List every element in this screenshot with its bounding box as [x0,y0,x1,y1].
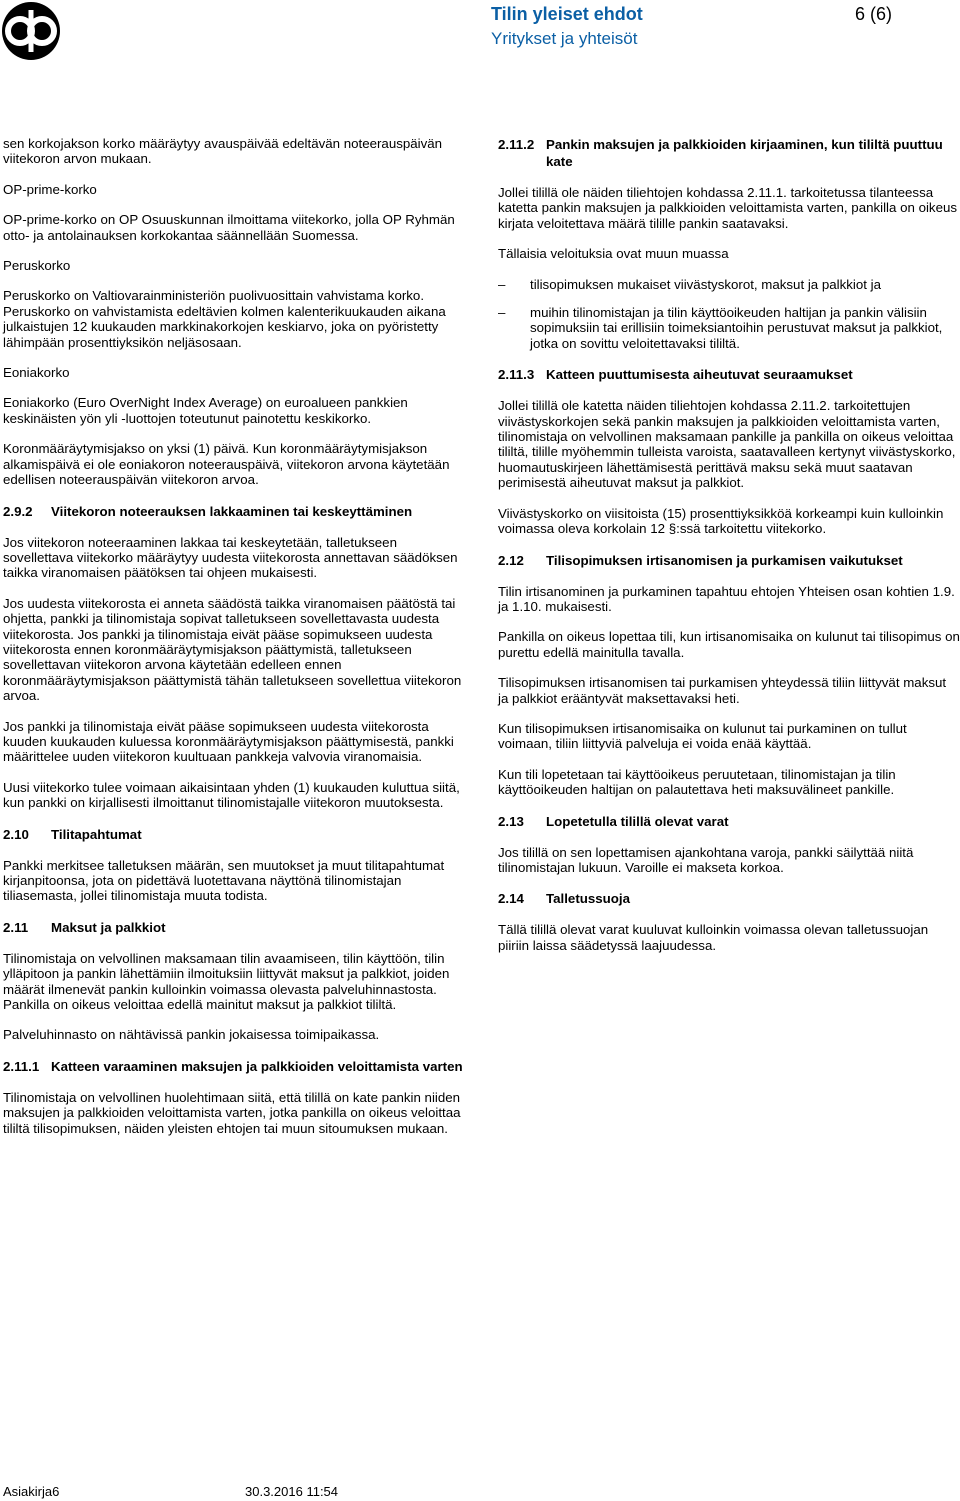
section-heading-2-10 [3,826,463,843]
paragraph: Tällaisia veloituksia ovat muun muassa [498,246,729,262]
section-heading-2-11-3 [498,366,960,383]
section-number: 2.12 [498,552,524,568]
paragraph: Pankki merkitsee talletuksen määrän, sen muutokset ja muut tilitapahtumat kirjanpitoonsa, jota on pidettävä luotettavana näyttönä tilinomistajan tiliasemasta, jollei tilinomistaja muuta todista. [3,857,445,904]
list-item [498,277,960,292]
paragraph: Uusi viitekorko tulee voimaan aikaisintaan yhden (1) kuukauden kuluttua siitä, kun pankki on kirjallisesti ilmoittanut tilinomistajalle viitekoron muutoksesta. [3,779,460,811]
paragraph: Jos tilillä on sen lopettamisen ajankohtana varoja, pankki säilyttää niitä tilinomistajan lukuun. Varoille ei makseta korkoa. [498,844,914,875]
page-number: 6 (6) [855,4,893,24]
section-heading-2-13 [498,813,960,830]
section-heading-eoniakorko: Eoniakorko [3,365,70,381]
paragraph: OP-prime-korko on OP Osuuskunnan ilmoittama viitekorko, jolla OP Ryhmän otto- ja antolainauksen korkokantaa säännellään Suomessa. [3,212,455,243]
paragraph: Koronmääräytymisjakso on yksi (1) päivä. Kun koronmääräytymisjakson alkamispäivä ei ole eoniakoron noteerauspäivä, viitekoron arvona käytetään edellisen noteerauspäivän viitekoron arvoa. [3,441,450,488]
dash-bullet-icon: – [498,276,506,292]
section-title: Viitekoron noteerauksen lakkaaminen tai keskeyttäminen [51,503,413,519]
section-title: Lopetetulla tilillä olevat varat [546,813,729,829]
footer-document-name: Asiakirja6 [3,1484,60,1499]
paragraph: Tilisopimuksen irtisanomisen tai purkamisen yhteydessä tiliin liittyvät maksut ja palkkiot erääntyvät maksettavaksi heti. [498,675,947,706]
bullet-list [498,277,960,352]
section-heading-2-9-2 [3,503,463,520]
paragraph: Eoniakorko (Euro OverNight Index Average) on euroalueen pankkien keskinäisten yön yli -luottojen toteutunut painotettu keskikorko. [3,395,408,426]
section-title: Katteen varaaminen maksujen ja palkkioiden veloittamista varten [51,1058,463,1074]
left-column [3,136,463,1151]
section-number: 2.14 [498,891,524,907]
section-heading-2-11-2 [498,136,960,170]
paragraph: Tilinomistaja on velvollinen huolehtimaan siitä, että tilillä on kate pankin niiden maksujen ja palkkioiden veloittamista varten, jotka pankilla on oikeus veloittaa tililtä tilisopimuksen, näiden yleisten ehtojen tai muun sitoumuksen mukaan. [3,1089,461,1136]
paragraph: Peruskorko on Valtiovarainministeriön puolivuosittain vahvistama korko. Peruskorko on vahvistamista edeltävien kolmen kalenterikuukauden aikana julkaistujen 12 kuukauden markkinakorkojen keskiarvo, joka on pyöristetty lähimpään prosenttiyksikön neljäsosaan. [3,288,446,350]
section-heading-2-12 [498,552,960,569]
section-number: 2.13 [498,813,524,829]
paragraph: Kun tili lopetetaan tai käyttöoikeus peruutetaan, tilinomistajan ja tilin käyttöoikeuden haltijan on palautettava heti maksuvälineet pankille. [498,766,896,798]
paragraph: Palveluhinnasto on nähtävissä pankin jokaisessa toimipaikassa. [3,1027,380,1043]
paragraph: Kun tilisopimuksen irtisanomisaika on kulunut tai purkaminen on tullut voimaan, tiliin liittyviä palveluja ei voida enää käyttää. [498,720,907,752]
paragraph: Jollei tilillä ole katetta näiden tiliehtojen kohdassa 2.11.2. tarkoitettujen viivästyskorkojen sekä pankin maksujen ja palkkioiden veloittamista varten, tilinomistaja on velvollinen maksamaan pankille ja pankilla on oikeus veloittaa tililtä, tilille myöhemmin tulleista varoista, saatavalleen kertynyt viivästyskorko, huomautuskirjeen lähettämisestä perittävä maksu sekä muut saatavan perimisestä aiheutuvat maksut ja palkkiot. [498,398,956,491]
section-title: Pankin maksujen ja palkkioiden kirjaaminen, kun tililtä puuttuu kate [546,137,943,169]
section-number: 2.10 [3,826,29,842]
section-heading-peruskorko: Peruskorko [3,258,71,274]
section-heading-2-14 [498,890,960,907]
paragraph: Pankilla on oikeus lopettaa tili, kun irtisanomisaika on kulunut tai tilisopimus on purettu edellä mainitulla tavalla. [498,629,960,660]
dash-bullet-icon: – [498,305,506,321]
list-item [498,305,960,351]
document-title: Tilin yleiset ehdot [491,4,643,24]
paragraph: Jollei tilillä ole näiden tiliehtojen kohdassa 2.11.1. tarkoitetussa tilanteessa katetta pankin maksujen ja palkkioiden veloittamista varten, pankilla on oikeus kirjata veloitettava määrä tilille pankin saatavaksi. [498,185,958,231]
paragraph: Jos viitekoron noteeraaminen lakkaa tai keskeytetään, talletukseen sovellettava viitekorko määräytyy uudesta viitekorosta annettavan säädöksen taikka viranomaisen päätöksen tai ohjeen mukaisesti. [3,534,458,581]
document-subtitle: Yritykset ja yhteisöt [491,29,638,48]
section-title: Tilitapahtumat [51,826,142,842]
list-item-text: muihin tilinomistajan ja tilin käyttöoikeuden haltijan ja pankin välisiin sopimuksiin tai erillisiin toimeksiantoihin perustuvat maksut ja palkkiot, jotka on sovittu veloitettavaksi tililtä. [530,305,943,351]
section-heading-2-11 [3,919,463,936]
section-heading-op-prime: OP-prime-korko [3,181,97,197]
section-number: 2.9.2 [3,503,33,519]
section-number: 2.11.3 [498,367,535,383]
section-number: 2.11.1 [3,1058,40,1074]
section-number: 2.11.2 [498,137,535,152]
section-number: 2.11 [3,919,29,935]
paragraph: Tilin irtisanominen ja purkaminen tapahtuu ehtojen Yhteisen osan kohtien 1.9. ja 1.10. mukaisesti. [498,583,955,614]
paragraph: Tilinomistaja on velvollinen maksamaan tilin avaamiseen, tilin käyttöön, tilin ylläpitoon ja pankin lähettämiin ilmoituksiin liittyvät maksut ja palkkiot, joiden määrät ilmenevät pankin kulloinkin voimassa olevasta palveluhinnastosta. Pankilla on oikeus veloittaa edellä mainitut maksut ja palkkiot tililtä. [3,950,450,1013]
paragraph: Tällä tilillä olevat varat kuuluvat kulloinkin voimassa olevan talletussuojan piiriin laissa säädetyssä laajuudessa. [498,922,929,953]
list-item-text: tilisopimuksen mukaiset viivästyskorot, maksut ja palkkiot ja [530,276,882,292]
paragraph: Jos uudesta viitekorosta ei anneta säädöstä taikka viranomaisen päätöstä tai ohjetta, pankki ja tilinomistaja sopivat talletukseen sovellettavasta uudesta viitekorosta. Jos pankki ja tilinomistaja eivät pääse sopimukseen uudesta viitekorosta ennen koronmääräytymisjakson päättymistä, talletukseen sovellettavan viitekoron arvona käytetään edelleen ennen koronmääräytymisjakson päättymistä tähän talletukseen sovellettua viitekoron arvoa. [3,595,462,704]
footer-date: 30.3.2016 11:54 [245,1484,339,1499]
section-heading-2-11-1 [3,1058,463,1075]
op-logo-icon [2,2,60,60]
section-title: Talletussuoja [546,891,630,907]
right-column [498,136,960,968]
paragraph: Jos pankki ja tilinomistaja eivät pääse sopimukseen uudesta viitekorosta kuuden kuukauden kuluessa koronmääräytymisjakson päättymisestä, pankki määrittelee uuden viitekoron kuultuaan pankkeja valvovia viranomaisia. [3,718,454,765]
paragraph: Viivästyskorko on viisitoista (15) prosenttiyksikköä korkeampi kuin kulloinkin voimassa oleva korkolain 12 §:ssä tarkoitettu viitekorko. [498,505,944,537]
section-title: Katteen puuttumisesta aiheutuvat seuraamukset [546,367,853,383]
paragraph: sen korkojakson korko määräytyy avauspäivää edeltävän noteerauspäivän viitekoron arvon mukaan. [3,136,443,167]
section-title: Maksut ja palkkiot [51,919,166,935]
section-title: Tilisopimuksen irtisanomisen ja purkamisen vaikutukset [546,552,903,568]
